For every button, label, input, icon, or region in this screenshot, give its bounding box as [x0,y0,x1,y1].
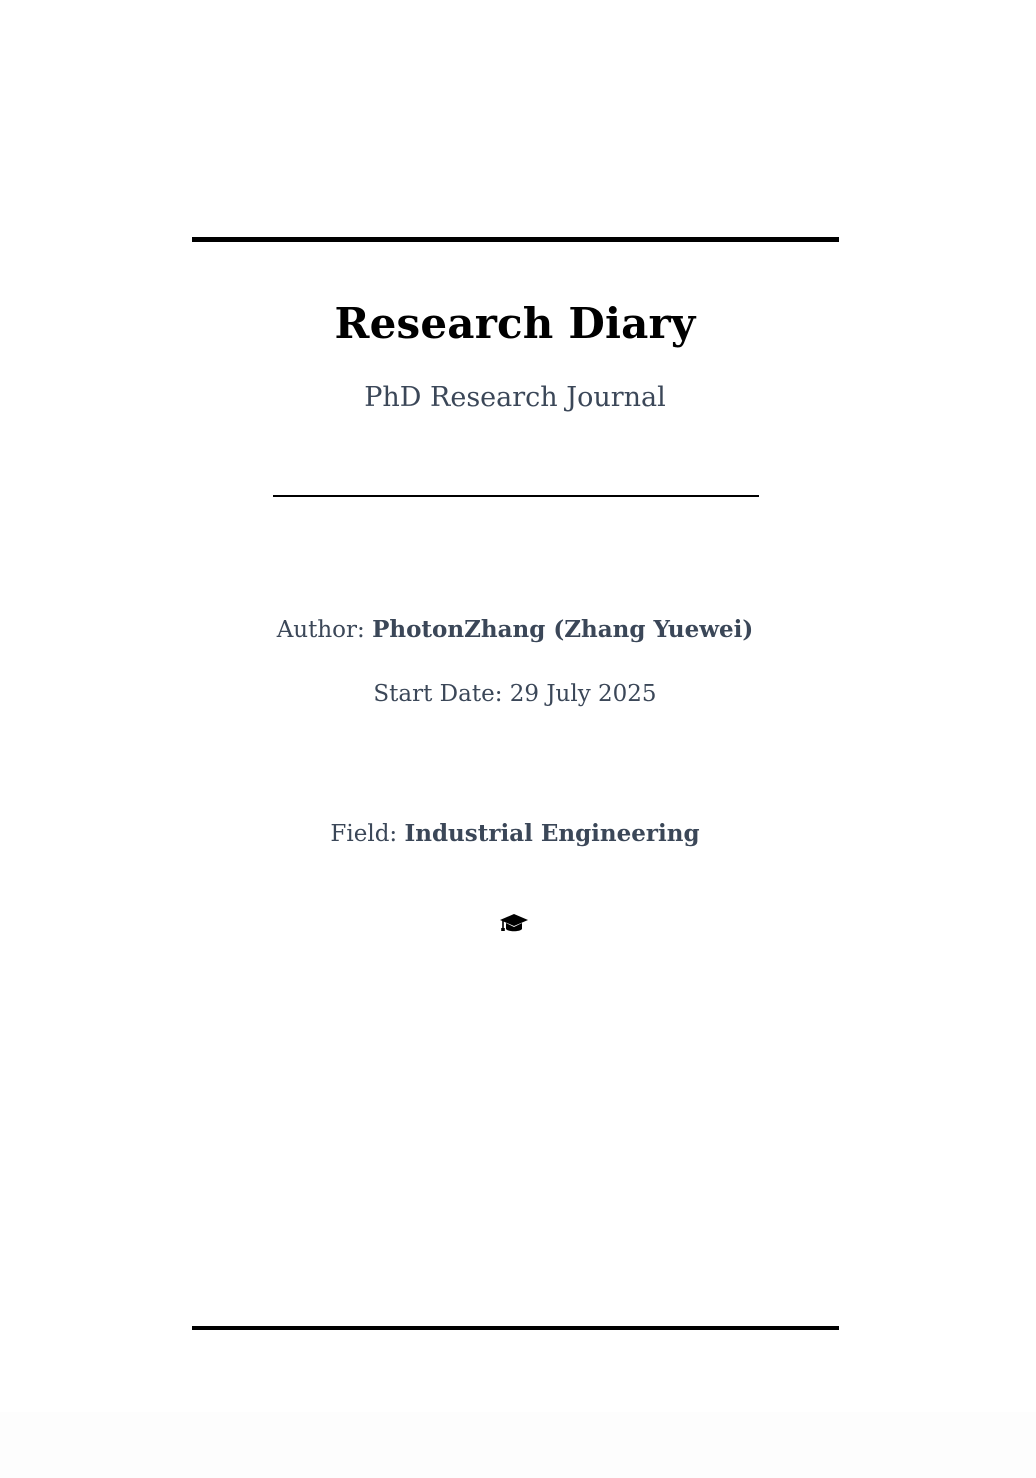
document-title: Research Diary [334,299,696,348]
field-label: Field: [330,821,398,847]
page-bottom-band [0,1412,1036,1478]
graduation-cap-icon [499,911,529,935]
field-value: Industrial Engineering [404,820,700,847]
bottom-rule [192,1326,839,1330]
top-rule [192,237,839,242]
middle-rule [273,495,759,497]
field-line [0,818,1030,850]
start-date-value: 29 July 2025 [509,681,657,707]
start-date-label: Start Date: [373,681,503,707]
start-date-line [0,678,1030,710]
author-name: PhotonZhang (Zhang Yuewei) [372,616,754,643]
document-subtitle: PhD Research Journal [364,382,666,413]
author-line [0,614,1030,646]
author-label: Author: [276,617,365,643]
